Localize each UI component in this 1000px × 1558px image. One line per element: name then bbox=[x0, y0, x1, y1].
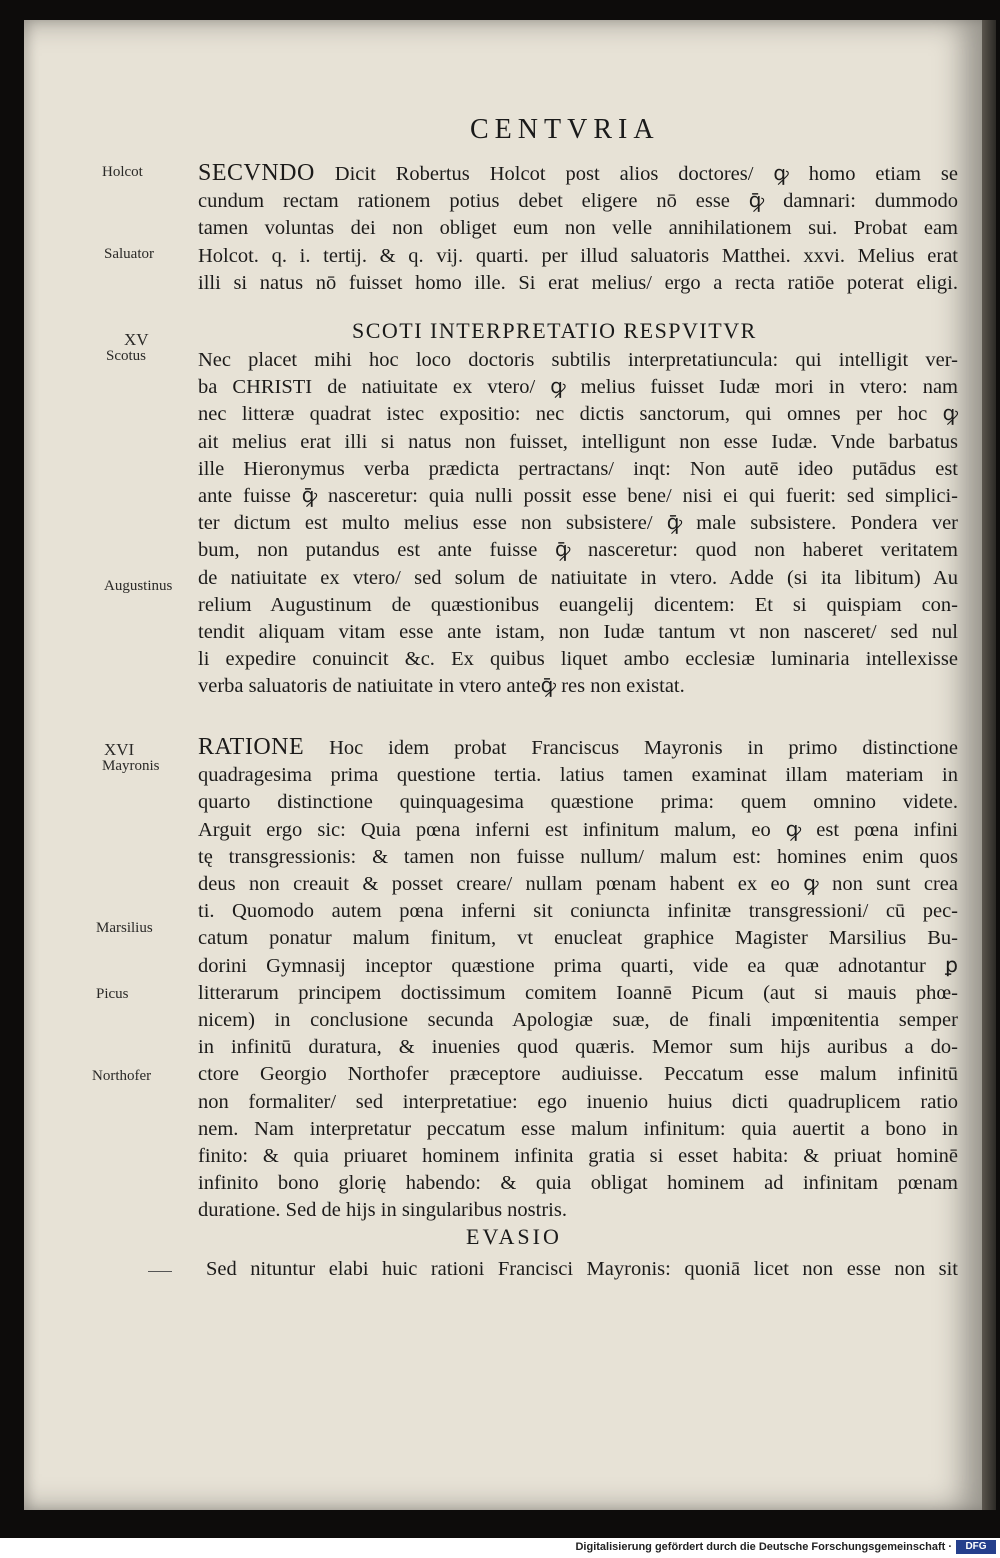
paragraph-ratione bbox=[198, 734, 958, 1225]
text-line: dorini Gymnasij inceptor quæstione prima quarti, vide ea quæ adnotantur ꝑ bbox=[198, 954, 958, 977]
text-line: ti. Quomodo autem pœna inferni sit coniuncta infinitæ transgressioni/ cū pec- bbox=[198, 900, 958, 923]
text-line: Holcot. q. i. tertij. & q. vij. quarti. per illud saluatoris Matthei. xxvi. Melius erat bbox=[198, 244, 958, 267]
text-line: Sed nituntur elabi huic rationi Francisci Mayronis: quoniā licet non esse non sit bbox=[206, 1258, 958, 1280]
margin-note-xv: XV bbox=[124, 330, 149, 349]
text-line: non formaliter/ sed interpretatiue: ego inuenio huius dicti quadruplicem ratio bbox=[198, 1090, 958, 1113]
text-line: RATIONE Hoc idem probat Franciscus Mayronis in primo distinctione bbox=[198, 734, 958, 760]
paragraph-evasio bbox=[206, 1256, 958, 1283]
margin-dash bbox=[148, 1271, 172, 1272]
margin-note-xvi: XVI bbox=[104, 740, 135, 759]
paragraph-scoti bbox=[198, 347, 958, 701]
text-line: ante fuisse ꝙ̄ nasceretur: quia nulli possit esse bene/ nisi ei qui fuerit: sed simplici- bbox=[198, 485, 958, 508]
margin-note-scotus: Scotus bbox=[106, 348, 147, 364]
text-line: cundum rectam rationem potius debet eligere nō esse ꝙ̄ damnari: dummodo bbox=[198, 190, 958, 213]
text-line: tę transgressionis: & tamen non fuisse nullum/ malum est: homines enim quos bbox=[198, 845, 958, 868]
text-line: quadragesima prima questione tertia. latius tamen examinat illam materiam in bbox=[198, 764, 958, 787]
text-line: ille Hieronymus verba prædicta pertractans/ inqt: Non autē ideo putādus est bbox=[198, 457, 958, 480]
text-line: relium Augustinum de quæstionibus euangelij dicentem: Et si quispiam con- bbox=[198, 593, 958, 616]
text-line: quarto distinctione quinquagesima quæstione prima: quem omnino videte. bbox=[198, 791, 958, 814]
page-edge bbox=[982, 20, 996, 1510]
running-head: CENTVRIA bbox=[470, 114, 660, 145]
text-line: litterarum principem doctissimum comitem Ioannē Picum (aut si mauis phœ- bbox=[198, 981, 958, 1004]
digitization-footer bbox=[0, 1538, 1000, 1558]
text-line: duratione. Sed de hijs in singularibus nostris. bbox=[198, 1199, 567, 1222]
text-line: nem. Nam interpretatur peccatum esse malum infinitum: quia auertit a bono in bbox=[198, 1117, 958, 1140]
paragraph-lead: SECVNDO bbox=[198, 160, 315, 186]
footer-text: Digitalisierung gefördert durch die Deutsche Forschungsgemeinschaft · bbox=[575, 1541, 952, 1553]
margin-note-marsilius: Marsilius bbox=[96, 920, 153, 936]
heading-evasio: EVASIO bbox=[466, 1224, 562, 1249]
margin-note-holcot: Holcot bbox=[102, 164, 143, 180]
paragraph-lead: RATIONE bbox=[198, 734, 305, 760]
margin-note-picus: Picus bbox=[96, 986, 129, 1002]
margin-note-augustinus: Augustinus bbox=[104, 578, 173, 594]
text-line: li expedire conuincit &c. Ex quibus liquet ambo ecclesiæ luminaria intellexisse bbox=[198, 648, 958, 671]
text-line: SECVNDO Dicit Robertus Holcot post alios doctores/ ꝙ homo etiam se bbox=[198, 160, 958, 186]
text-line: finito: & quia priuaret hominem infinita gratia si esset habita: & priuat hominē bbox=[198, 1145, 958, 1168]
text-line: bum, non putandus est ante fuisse ꝙ̄ nasceretur: quod non haberet veritatem bbox=[198, 539, 958, 562]
text-line: Arguit ergo sic: Quia pœna inferni est infinitum malum, eo ꝙ est pœna infini bbox=[198, 818, 958, 841]
text-line: illi si natus nō fuisset homo ille. Si erat melius/ ergo a recta ratiōe poterat eligi. bbox=[198, 271, 958, 294]
text-line: de natiuitate ex vtero/ sed solum de natiuitate in vtero. Adde (si ita libitum) Au bbox=[198, 566, 958, 589]
text-line: tendit aliquam vitam esse ante istam, non Iudæ tantum vt non nasceret/ sed nul bbox=[198, 621, 958, 644]
text-line: Nec placet mihi hoc loco doctoris subtilis interpretatiuncula: qui intelligit ver- bbox=[198, 349, 958, 371]
margin-note-northofer: Northofer bbox=[92, 1068, 152, 1084]
margin-note-mayronis: Mayronis bbox=[102, 758, 160, 774]
margin-note-saluator: Saluator bbox=[104, 246, 154, 262]
text-line: ba CHRISTI de natiuitate ex vtero/ ꝙ melius fuisset Iudæ mori in vtero: nam bbox=[198, 376, 958, 399]
text-line: deus non creauit & posset creare/ nullam pœnam habent ex eo ꝙ non sunt crea bbox=[198, 873, 958, 896]
text-line: infinito bono glorię habendo: & quia obligat hominem ad infinitam pœnam bbox=[198, 1172, 958, 1195]
paragraph-secundo bbox=[198, 160, 958, 297]
text-line: nicem) in conclusione secunda Apologiæ suæ, de finali impœnitentia semper bbox=[198, 1009, 958, 1032]
text-line: nec litteræ quadrat istec expositio: nec dictis sanctorum, qui omnes per hoc ꝙ bbox=[198, 403, 958, 426]
text-line: in infinitū duratura, & inuenies quod quæris. Memor sum hijs auribus a do- bbox=[198, 1036, 958, 1059]
text-line: catum ponatur malum finitum, vt enucleat graphice Magister Marsilius Bu- bbox=[198, 927, 958, 950]
text-line: ctore Georgio Northofer præceptore audiuisse. Peccatum esse malum infinitū bbox=[198, 1063, 958, 1086]
text-line: ter dictum est multo melius esse non subsistere/ ꝙ̄ male subsistere. Pondera ver bbox=[198, 512, 958, 535]
text-line: tamen voluntas dei non obliget eum non velle annihilationem sui. Probat eam bbox=[198, 217, 958, 240]
dfg-logo: DFG bbox=[956, 1540, 996, 1554]
text-line: ait melius erat illi si natus non fuisset, intelligunt non esse Iudæ. Vnde barbatus bbox=[198, 430, 958, 453]
text-line: verba saluatoris de natiuitate in vtero anteꝙ̄ res non existat. bbox=[198, 675, 685, 698]
heading-scoti: SCOTI INTERPRETATIO RESPVITVR bbox=[352, 318, 757, 343]
